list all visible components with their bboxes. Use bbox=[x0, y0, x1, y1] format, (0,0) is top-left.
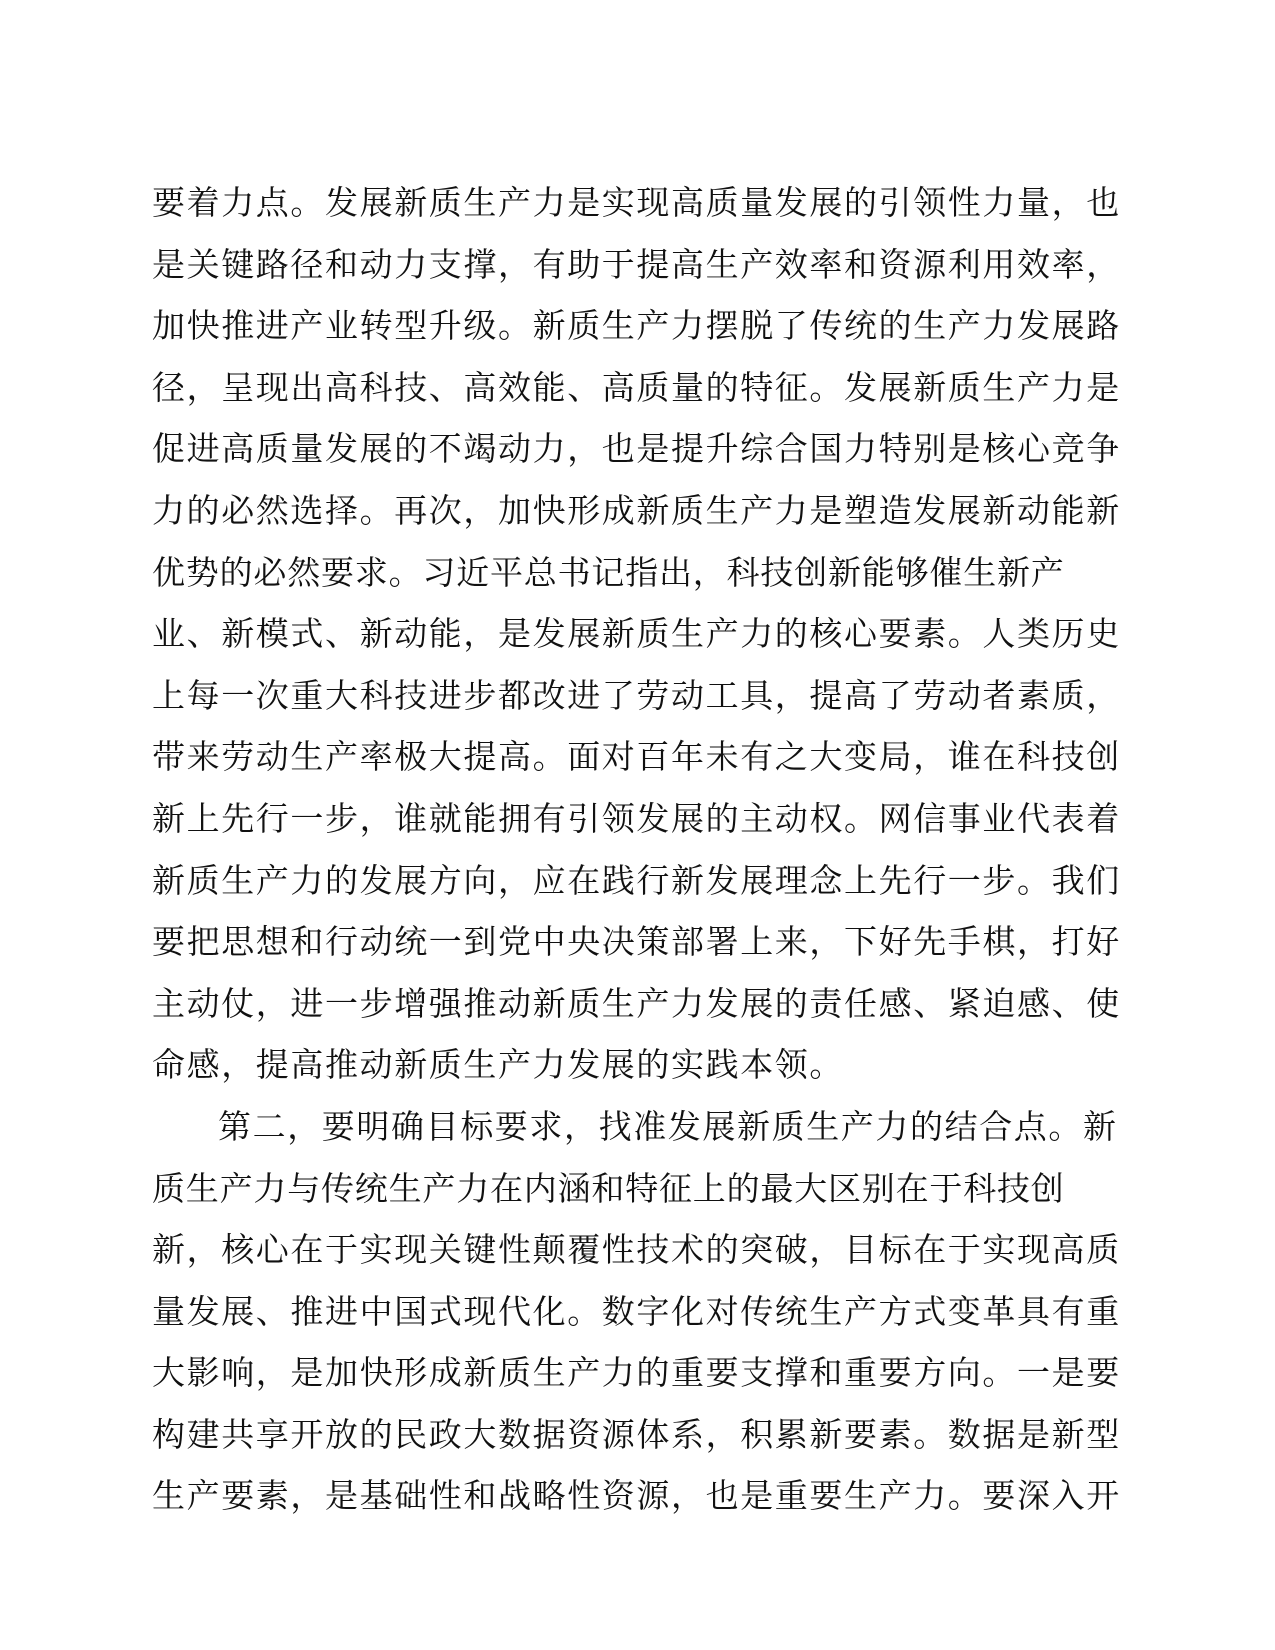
text-line: 新上先行一步，谁就能拥有引领发展的主动权。网信事业代表着 bbox=[152, 798, 1121, 838]
paragraph-first-line: 第二，要明确目标要求，找准发展新质生产力的结合点。新 bbox=[218, 1106, 1118, 1146]
text-line: 主动仗，进一步增强推动新质生产力发展的责任感、紧迫感、使 bbox=[152, 983, 1121, 1023]
text-line: 要着力点。发展新质生产力是实现高质量发展的引领性力量，也 bbox=[152, 183, 1121, 222]
text-line: 质生产力与传统生产力在内涵和特征上的最大区别在于科技创 bbox=[152, 1168, 1065, 1208]
text-line: 新，核心在于实现关键性颠覆性技术的突破，目标在于实现高质 bbox=[152, 1230, 1121, 1270]
text-line: 新质生产力的发展方向，应在践行新发展理念上先行一步。我们 bbox=[152, 860, 1121, 900]
text-line: 促进高质量发展的不竭动力，也是提升综合国力特别是核心竞争 bbox=[152, 429, 1121, 469]
text-line: 带来劳动生产率极大提高。面对百年未有之大变局，谁在科技创 bbox=[152, 737, 1121, 777]
text-line: 生产要素，是基础性和战略性资源，也是重要生产力。要深入开 bbox=[152, 1476, 1121, 1516]
text-line: 是关键路径和动力支撑，有助于提高生产效率和资源利用效率， bbox=[152, 244, 1121, 284]
text-line: 量发展、推进中国式现代化。数字化对传统生产方式变革具有重 bbox=[152, 1291, 1121, 1331]
body-text bbox=[152, 178, 1121, 1533]
text-line: 力的必然选择。再次，加快形成新质生产力是塑造发展新动能新 bbox=[152, 490, 1121, 530]
text-line: 上每一次重大科技进步都改进了劳动工具，提高了劳动者素质， bbox=[152, 675, 1121, 715]
text-line: 优势的必然要求。习近平总书记指出，科技创新能够催生新产 bbox=[152, 552, 1065, 592]
text-line: 构建共享开放的民政大数据资源体系，积累新要素。数据是新型 bbox=[152, 1414, 1121, 1454]
text-line: 径，呈现出高科技、高效能、高质量的特征。发展新质生产力是 bbox=[152, 367, 1121, 407]
text-line: 业、新模式、新动能，是发展新质生产力的核心要素。人类历史 bbox=[152, 614, 1121, 654]
text-line: 要把思想和行动统一到党中央决策部署上来，下好先手棋，打好 bbox=[152, 922, 1121, 962]
text-line: 加快推进产业转型升级。新质生产力摆脱了传统的生产力发展路 bbox=[152, 306, 1121, 346]
text-line: 命感，提高推动新质生产力发展的实践本领。 bbox=[152, 1045, 844, 1085]
text-line: 大影响，是加快形成新质生产力的重要支撑和重要方向。一是要 bbox=[152, 1353, 1121, 1393]
